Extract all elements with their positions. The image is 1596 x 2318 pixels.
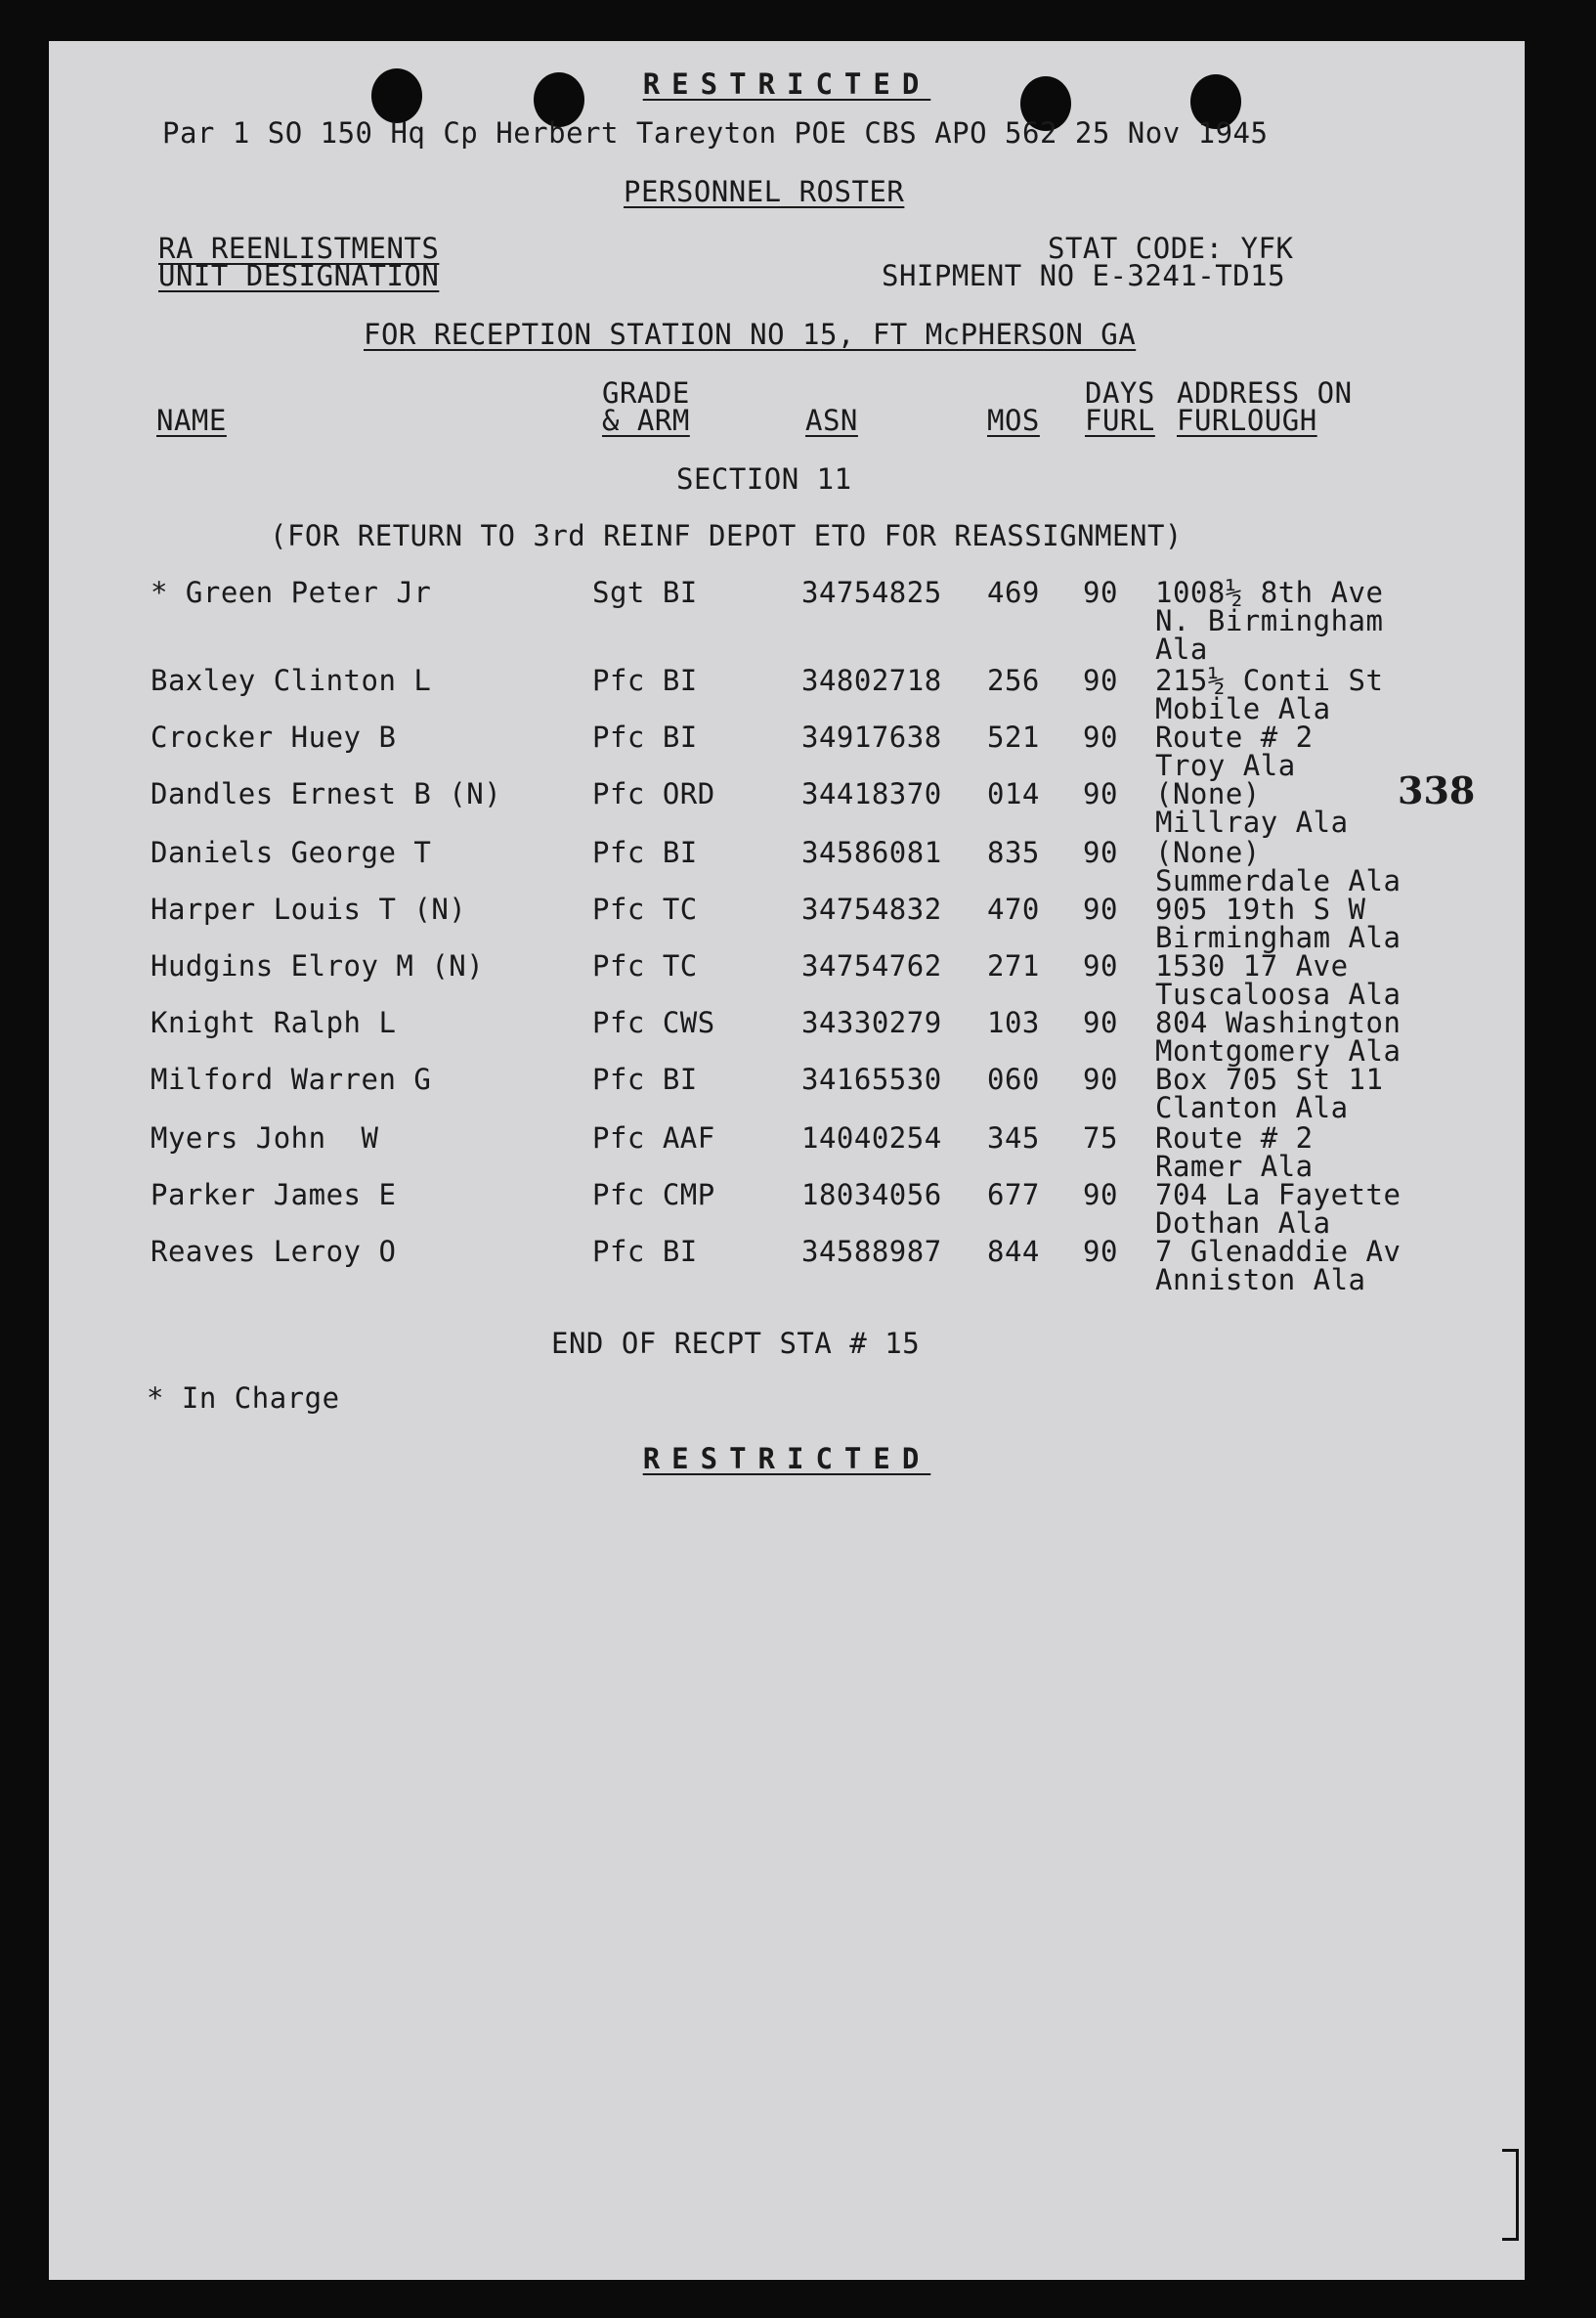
row-grade-arm: Pfc TC [592,893,698,926]
row-asn: 34586081 [801,836,942,869]
row-mos: 470 [987,893,1040,926]
bottom-restricted-mark: RESTRICTED [642,1442,931,1475]
row-grade-arm: Pfc BI [592,836,698,869]
row-mos: 521 [987,721,1040,754]
row-days-furlough: 75 [1083,1121,1118,1155]
row-mos: 345 [987,1121,1040,1155]
row-days-furlough: 90 [1083,1235,1118,1268]
row-mos: 271 [987,949,1040,983]
col-mos: MOS [987,404,1040,437]
row-name: * Green Peter Jr [151,576,432,609]
row-address: 215½ Conti St Mobile Ala [1155,664,1384,725]
row-grade-arm: Pfc AAF [592,1121,715,1155]
ra-reenlistments: RA REENLISTMENTS [158,232,440,265]
row-asn: 34588987 [801,1235,942,1268]
row-address: 704 La Fayette Dothan Ala [1155,1178,1402,1240]
row-address: (None) Millray Ala [1155,777,1349,839]
row-grade-arm: Sgt BI [592,576,698,609]
row-address: Route # 2 Ramer Ala [1155,1121,1314,1183]
row-address: 1530 17 Ave Tuscaloosa Ala [1155,949,1402,1011]
row-address: (None) Summerdale Ala [1155,836,1402,897]
row-grade-arm: Pfc CMP [592,1178,715,1211]
row-grade-arm: Pfc ORD [592,777,715,810]
section-label: SECTION 11 [676,462,852,496]
row-asn: 34754762 [801,949,942,983]
row-days-furlough: 90 [1083,1006,1118,1039]
row-name: Reaves Leroy O [151,1235,397,1268]
row-asn: 34165530 [801,1063,942,1096]
row-address: 905 19th S W Birmingham Ala [1155,893,1402,954]
roster-title: PERSONNEL ROSTER [624,175,905,208]
row-asn: 34917638 [801,721,942,754]
row-grade-arm: Pfc BI [592,1063,698,1096]
row-mos: 677 [987,1178,1040,1211]
row-grade-arm: Pfc BI [592,1235,698,1268]
row-asn: 34802718 [801,664,942,697]
row-name: Baxley Clinton L [151,664,432,697]
row-days-furlough: 90 [1083,576,1118,609]
row-asn: 18034056 [801,1178,942,1211]
row-days-furlough: 90 [1083,721,1118,754]
row-name: Crocker Huey B [151,721,397,754]
row-days-furlough: 90 [1083,1178,1118,1211]
row-days-furlough: 90 [1083,893,1118,926]
col-name: NAME [156,404,227,437]
row-asn: 34418370 [801,777,942,810]
stat-code: STAT CODE: YFK [1048,232,1294,265]
row-days-furlough: 90 [1083,777,1118,810]
page-number-stamp: 338 [1398,768,1476,812]
row-mos: 103 [987,1006,1040,1039]
row-grade-arm: Pfc TC [592,949,698,983]
row-days-furlough: 90 [1083,836,1118,869]
col-address-bottom: FURLOUGH [1177,404,1317,437]
row-grade-arm: Pfc BI [592,721,698,754]
top-restricted-mark: RESTRICTED [642,67,931,101]
col-asn: ASN [805,404,858,437]
row-mos: 844 [987,1235,1040,1268]
row-asn: 34330279 [801,1006,942,1039]
row-name: Dandles Ernest B (N) [151,777,502,810]
row-asn: 14040254 [801,1121,942,1155]
row-asn: 34754825 [801,576,942,609]
document-page [49,41,1525,2280]
purpose-line: (FOR RETURN TO 3rd REINF DEPOT ETO FOR REASSIGNMENT) [270,519,1183,552]
row-mos: 014 [987,777,1040,810]
row-mos: 256 [987,664,1040,697]
col-address-top: ADDRESS ON [1177,376,1353,410]
footnote: * In Charge [147,1381,340,1415]
row-address: 7 Glenaddie Av Anniston Ala [1155,1235,1402,1296]
col-days-top: DAYS [1085,376,1155,410]
row-name: Parker James E [151,1178,397,1211]
row-days-furlough: 90 [1083,1063,1118,1096]
row-mos: 469 [987,576,1040,609]
row-name: Myers John W [151,1121,379,1155]
row-grade-arm: Pfc CWS [592,1006,715,1039]
row-address: Box 705 St 11 Clanton Ala [1155,1063,1384,1124]
order-line: Par 1 SO 150 Hq Cp Herbert Tareyton POE CBS APO 562 25 Nov 1945 [162,116,1269,150]
unit-designation: UNIT DESIGNATION [158,259,440,292]
row-name: Harper Louis T (N) [151,893,467,926]
row-name: Knight Ralph L [151,1006,397,1039]
row-mos: 060 [987,1063,1040,1096]
shipment-number: SHIPMENT NO E-3241-TD15 [882,259,1286,292]
table-row [49,576,1525,667]
row-name: Hudgins Elroy M (N) [151,949,485,983]
col-grade-top: GRADE [602,376,690,410]
row-name: Milford Warren G [151,1063,432,1096]
row-mos: 835 [987,836,1040,869]
row-days-furlough: 90 [1083,949,1118,983]
end-note: END OF RECPT STA # 15 [551,1327,921,1360]
col-days-bottom: FURL [1085,404,1155,437]
row-address: 804 Washington Montgomery Ala [1155,1006,1402,1068]
reception-station: FOR RECEPTION STATION NO 15, FT McPHERSON GA [364,318,1137,351]
row-address: Route # 2 Troy Ala [1155,721,1314,782]
row-address: 1008½ 8th Ave N. Birmingham Ala [1155,576,1384,666]
row-grade-arm: Pfc BI [592,664,698,697]
row-asn: 34754832 [801,893,942,926]
row-days-furlough: 90 [1083,664,1118,697]
table-row [49,1235,1525,1326]
col-grade-bottom: & ARM [602,404,690,437]
row-name: Daniels George T [151,836,432,869]
